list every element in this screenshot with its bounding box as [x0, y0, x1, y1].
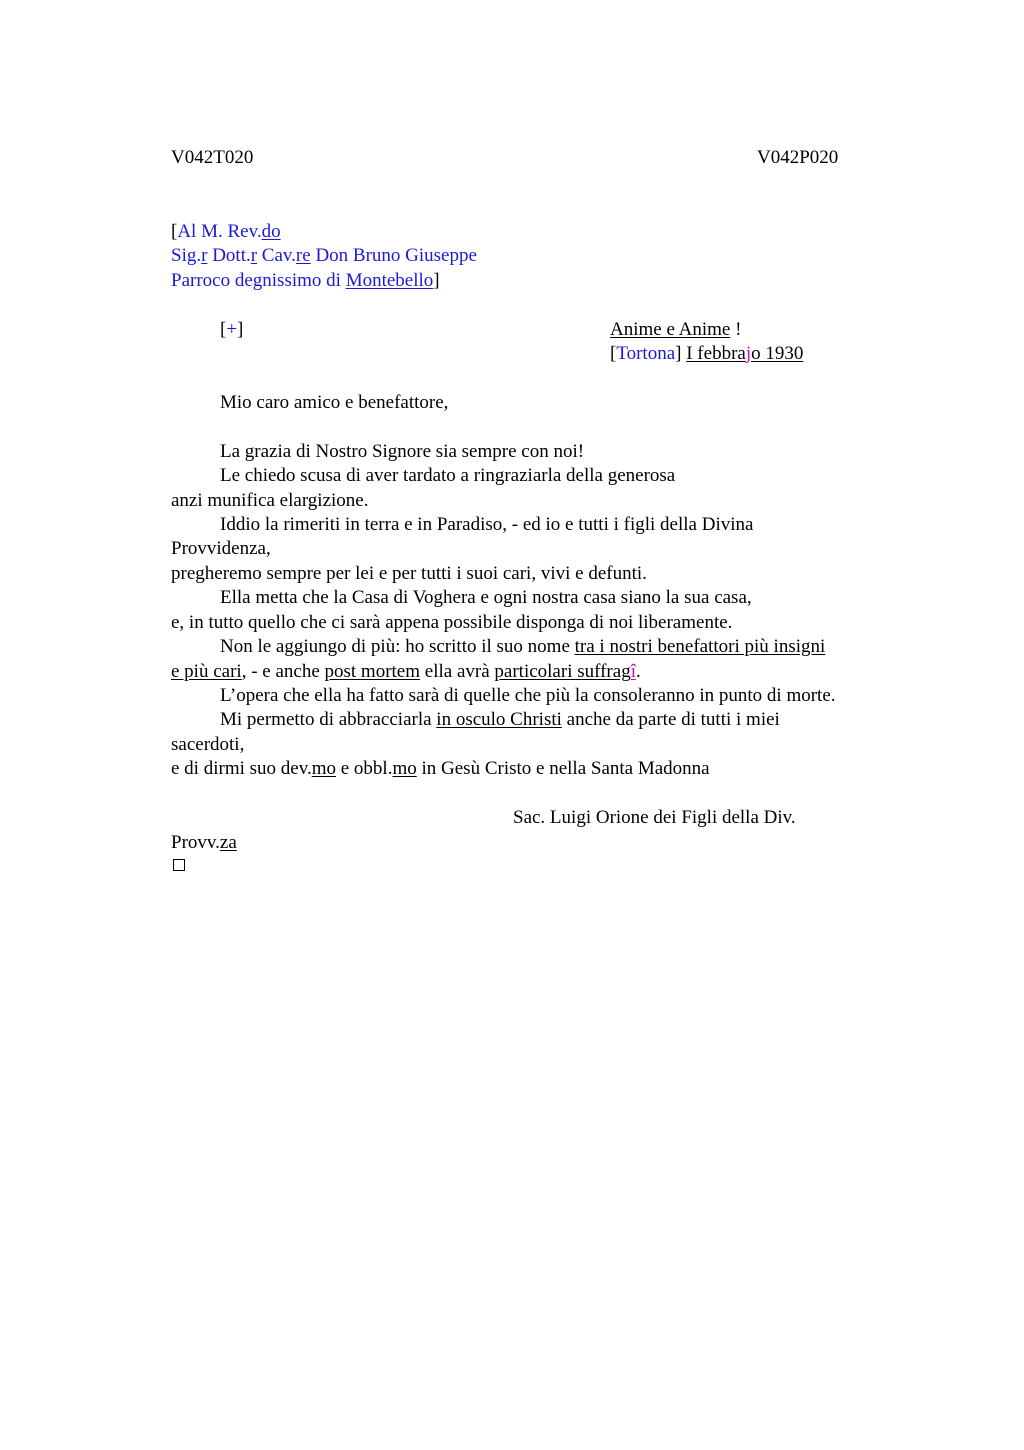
end-mark-box-icon — [173, 859, 185, 871]
body-line: e più cari, - e anche post mortem ella avrà particolari suffragî. — [171, 661, 641, 682]
body-line: La grazia di Nostro Signore sia sempre con noi! — [220, 441, 585, 462]
salutation: Mio caro amico e benefattore, — [220, 392, 449, 413]
body-line: Provvidenza, — [171, 538, 271, 559]
motto: Anime e Anime ! — [610, 319, 742, 340]
dateline: [Tortona] I febbrajo 1930 — [610, 343, 804, 364]
address-line-3: Parroco degnissimo di Montebello] — [171, 270, 440, 291]
body-line: L’opera che ella ha fatto sarà di quelle che più la consoleranno in punto di morte. — [220, 685, 836, 706]
document-code-left: V042T020 — [171, 147, 254, 168]
body-line: e di dirmi suo dev.mo e obbl.mo in Gesù Cristo e nella Santa Madonna — [171, 758, 710, 779]
signature-line: Sac. Luigi Orione dei Figli della Div. — [513, 807, 796, 828]
body-line: Mi permetto di abbracciarla in osculo Christi anche da parte di tutti i miei — [220, 709, 780, 730]
address-line-2: Sig.r Dott.r Cav.re Don Bruno Giuseppe — [171, 245, 477, 266]
address-line-1: [Al M. Rev.do — [171, 221, 281, 242]
body-line: Iddio la rimeriti in terra e in Paradiso, - ed io e tutti i figli della Divina — [220, 514, 754, 535]
signature-continuation: Provv.za — [171, 832, 237, 853]
body-line: e, in tutto quello che ci sarà appena possibile disponga di noi liberamente. — [171, 612, 733, 633]
body-line: Ella metta che la Casa di Voghera e ogni nostra casa siano la sua casa, — [220, 587, 752, 608]
body-line: sacerdoti, — [171, 734, 245, 755]
body-line: pregheremo sempre per lei e per tutti i suoi cari, vivi e defunti. — [171, 563, 647, 584]
body-line: anzi munifica elargizione. — [171, 490, 369, 511]
body-line: Le chiedo scusa di aver tardato a ringraziarla della generosa — [220, 465, 676, 486]
document-code-right: V042P020 — [757, 147, 839, 168]
cross-mark: [+] — [220, 319, 244, 340]
body-line: Non le aggiungo di più: ho scritto il suo nome tra i nostri benefattori più insigni — [220, 636, 826, 657]
